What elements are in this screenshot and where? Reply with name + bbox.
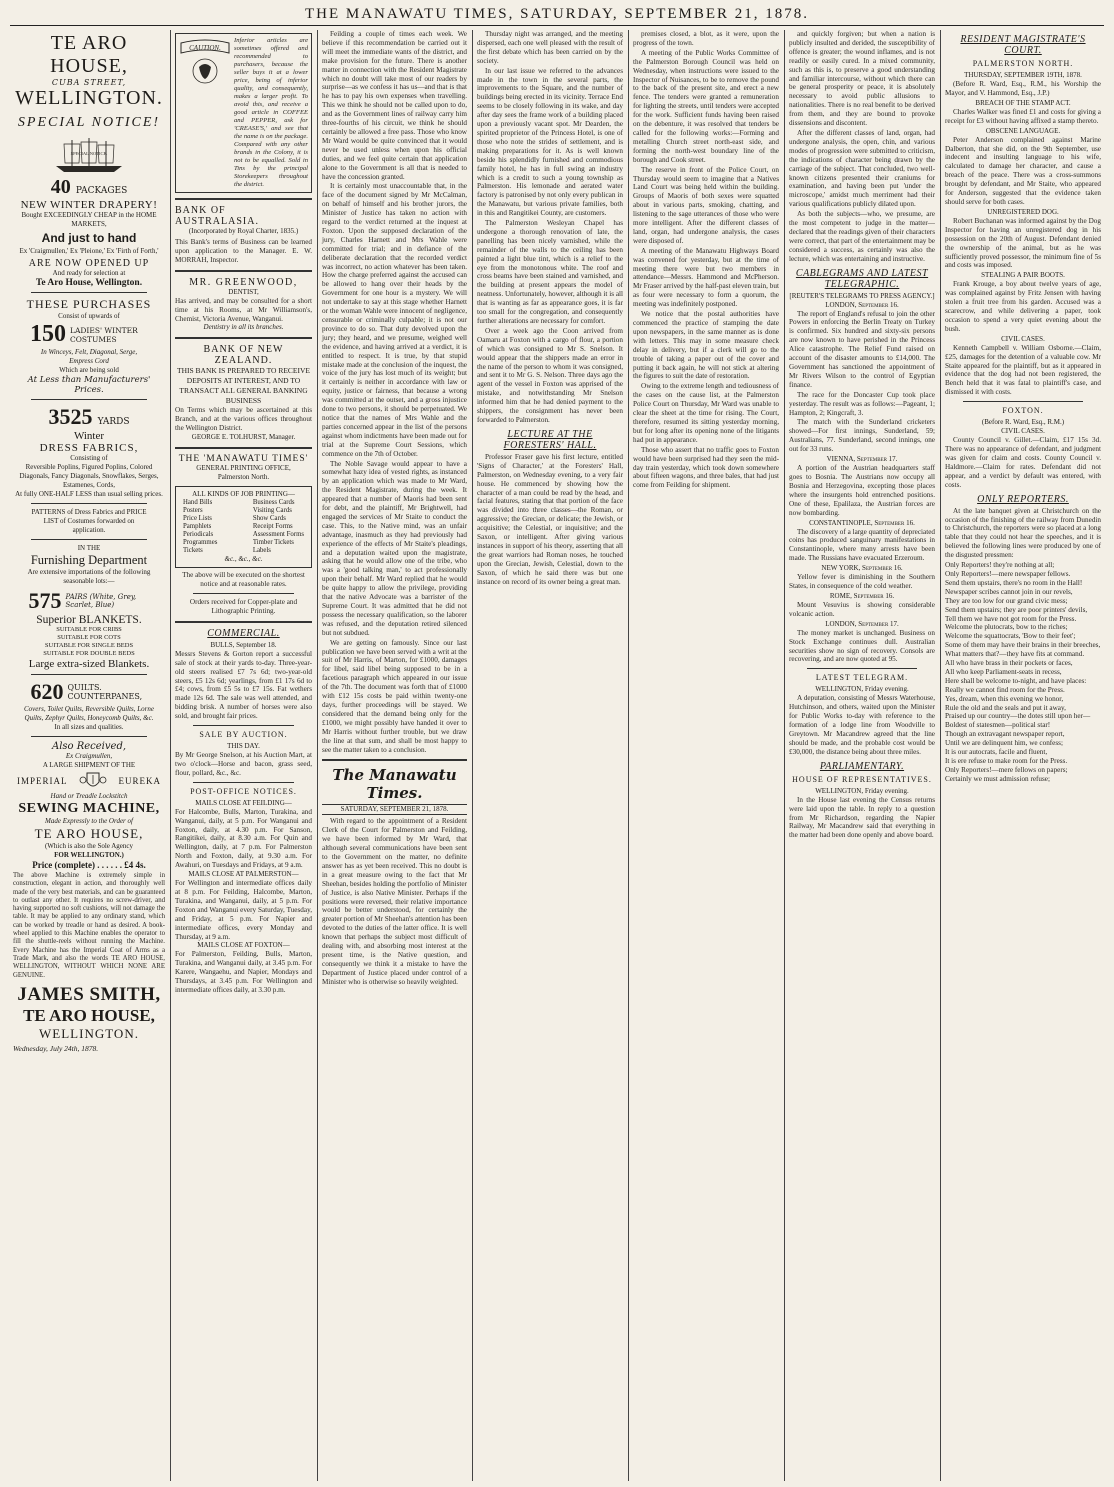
column-te-aro-advert (10, 30, 168, 1481)
job-item: Receipt Forms (252, 523, 293, 531)
editorial-para-1: Feilding a couple of times each week. We believe if this recommendation be carried out it will meet the immediate wants of the district, and make provision for the future. There is another matter in connection with the Resident Magistrate which no doubt will take most of our readers by surprise—as we confess it has us—and that is that he has to pay his own expenses when travelling. This we think he should not be called upon to do, and as the Government lines of railway carry him three-fourths of his circuit, we think he should certainly be allowed a free pass. Those who know Mr Ward would be quite convinced that it would never be used unless when upon his official duties, and we feel quite certain that application alone to the Government is all that is needed to have the concession granted. (322, 30, 467, 181)
local2-para-2: A meeting of the Public Works Committee of the Palmerston Borough Council was held on Wednesday, when instructions were issued to the Inspector of Nuisances, to be to remove the pound to the back of the present site, and erect a new fence. The tenders were granted a remuneration for lighting the streets, until tenders were accepted for the work. Sufficient funds having been raised on the debenture, it was resolved that tenders be called for the following works:—Forming and metalling Church street north-east side, and forming the north-west boundary line of the borough and Cook street. (633, 48, 779, 164)
sale-auction-heading: SALE BY AUCTION. (199, 730, 288, 740)
editorial-para-4: We are getting on famously. Since our last publication we have been served with a writ at the suit of Mr Harris, of Marton, for £1000, damages for libel, said libel being supposed to be in a facetious paragraph which appeared in our issue of the 7th. The document was forth that of £1000 with £12 15s costs be paid within twenty-one days, further proceedings will be stayed. We considered that the demand being only for the £1000, we might possibly have handed it over to Mr Harris without further trouble, but we draw the line at that sum, and shall be most happy to see the matter taken to a conclusion. (322, 638, 467, 754)
wellington-footer: WELLINGTON. (39, 1025, 139, 1041)
costumes-count: 150 (30, 321, 66, 347)
poem-line: Rule the old and the seals and put it away, (945, 703, 1066, 712)
yards-count: 3525 (48, 404, 93, 429)
page-columns (10, 30, 1104, 1481)
patterns-notice: PATTERNS of Dress Fabrics and PRICE LIST of Costumes forwarded on application. (31, 508, 147, 534)
unregistered-dog-heading: UNREGISTERED DOG. (987, 207, 1059, 216)
eureka-label: EUREKA (118, 776, 161, 786)
poem-line: It is our autocrats, facile and fluent, (945, 748, 1048, 757)
imperial-label: IMPERIAL (17, 776, 68, 786)
job-item: Periodicals (183, 531, 214, 539)
machine-description: The above Machine is extremely simple in construction, elegant in action, and thoroughly well made of the very best materials, and can be guaranteed to outlast any other. It requires no screw-driver, and having supported no soft cushions, will not damage the table. It may be applied to any ordinary stand, which can be worked by treadle or hand as desired. A book-wheel applied to this Machine enables the operator to fill the shuttle-reels without running the Machine. Every Machine has the Imperial Coat of Arms as a Trade Mark, and also the words TE ARO HOUSE, WELLINGTON, WITHOUT WHICH NONE ARE GENUINE. (13, 872, 165, 979)
poem-line: Only Reporters!—mere newspaper fellows. (945, 569, 1071, 578)
newyork-dateline: NEW YORK, September 16. (821, 564, 903, 573)
masthead-title: THE MANAWATU TIMES, SATURDAY, SEPTEMBER 21, 1878. (304, 6, 810, 22)
suitable-single: SUITABLE FOR SINGLE BEDS (44, 642, 134, 649)
poem-line: Welcome the plutocrats, bow to the riches; (945, 623, 1068, 632)
job-item: Timber Tickets (252, 539, 294, 547)
rome-dateline: ROME, September 16. (829, 591, 895, 600)
packages-count: 40 (50, 176, 71, 198)
sale-text: By Mr George Snelson, at his Auction Mart, at two o'clock—Horse and bacon, grass seed, flour, pollard, &c., &c. (175, 751, 312, 777)
paper-title: The Manawatu Times. (332, 766, 457, 803)
palmerston-north: Palmerston North. (217, 473, 270, 482)
poem-line: Welcome the squattocrats, 'Bow to their feet'; (945, 632, 1076, 641)
cable-6: Yellow fever is diminishing in the Southern States, in consequence of the cold weather. (789, 573, 935, 591)
poem-line: Newspaper scribes cannot join in our revels, (945, 587, 1073, 596)
are-now-opened: ARE NOW OPENED UP (28, 258, 150, 269)
job-item: Show Cards (252, 515, 286, 523)
post-feilding-text: For Halcombe, Bulls, Marton, Turakina, and Wanganui, daily, at 5 p.m. For Wanganui and Foxton, daily, at 4.30 p.m. For Sanson, Rangitikei, daily, at 8.30 a.m. For Quin and Wellington, daily, at 7 p.m. For Palmerston North and Foxton, daily, at 9.30 a.m. For Awahuri, on Tuesdays and Fridays, at 9 a.m. (175, 807, 312, 870)
commercial-text: Messrs Stevens & Gorton report a successful sale of stock at their yards to-day. Three-year-old steers realised £7 7s 6d; two-year-old steers, £5 12s 6d; yearlings, from £1 17s 6d to £4; cows, from £5 5s to £7 15s. Fat wethers made 12s 6d. The sale was well attended, and bidding brisk. A number of horses were also sold, and brought fair prices. (175, 649, 312, 721)
te-aro-house-footer: TE ARO HOUSE, (23, 1005, 155, 1025)
pairs-count: 575 (28, 588, 62, 613)
one-half-less: At fully ONE-HALF LESS than usual selling prices. (15, 490, 163, 498)
mails-feilding: MAILS CLOSE AT FEILDING— (195, 798, 292, 807)
house-heading: HOUSE OF REPRESENTATIVES. (792, 774, 932, 784)
only-reporters-intro: At the late banquet given at Christchurch on the occasion of the finishing of the railway from Dunedin to Christchurch, the reporters were so placed at a long table that they could not hear the speeches, and it is believed the following lines were produced by one of the disgusted pressmen: (945, 506, 1101, 560)
london-dateline-1: LONDON, September 16. (825, 300, 899, 309)
mails-palmerston: MAILS CLOSE AT PALMERSTON— (188, 870, 299, 879)
commercial-heading: COMMERCIAL. (207, 627, 280, 639)
poem-line: Send them upstairs; they are poor printers' devils, (945, 605, 1088, 614)
poem-line: Though an extravagant newspaper report, (945, 730, 1065, 739)
local-para-4: Over a week ago the Coon arrived from Oamaru at Foxton with a cargo of flour, a portion of which was consigned to Mr S. Snelson. It would appear that the shippers made an error in the name of the person to whom it was consigned, and sent it to Mr G. S. Nelson. Three days ago the agent of the vessel in Foxton was apprised of the mistake, and notwithstanding Mr Snelson informed him that he had denied payment to the shippers, the consignment has never been forwarded to Palmerston. (477, 326, 623, 424)
obscene-text: Peter Anderson complained against Marine Dalberton, that she did, on the 9th September, use indecent and insulting language to his wife, calculated to damage her character, and cause a breach of the peace. There was a cross-summons brought by defendant, and Mr Staite, who appeared for Anderson, suggested that the evidence taken should serve for both cases. (945, 135, 1101, 206)
bank-terms: On Terms which may be ascertained at this Branch, and at the various offices throughout the Wellington District. (175, 406, 312, 433)
cable-4: A portion of the Austrian headquarters staff goes to Bosnia. The Austrians now occupy all Bosnia and Herzegovina, excepting those places where the insurgents hold entrenched positions. One of these, Epalilaza, the Austrian forces are now bombarding. (789, 464, 935, 517)
caution-title: CAUTION. (189, 44, 221, 52)
column-notices (172, 30, 315, 1481)
te-aro-heading: TE ARO HOUSE, (50, 32, 128, 77)
also-received: Also Received, (51, 741, 127, 752)
foxton-before: (Before R. Ward, Esq., R.M.) (981, 418, 1065, 427)
extensive-importations: Are extensive importations of the following seasonable lots:— (27, 568, 151, 585)
just-to-hand: And just to hand (41, 231, 137, 245)
job-item: Price Lists (183, 515, 212, 523)
local-para-3: The Palmerston Wesleyan Chapel has undergone a thorough renovation of late, the panelling has been nicely varnished, while the remainder of the walls to the ceiling has been painted a light blue tint, which is a relief to the eye from the monotonous white. The roof and cross beams have been stained and varnished, and the building at present appears the model of neatness. Unfortunately, however, although it is all that is wanting as far as appearance goes, it is far too small for the congregation, and consequently further alterations are necessary for comfort. (477, 219, 623, 325)
james-smith: JAMES SMITH, (17, 983, 161, 1005)
job-item: Labels (252, 547, 271, 555)
unregistered-dog-text: Robert Buchanan was informed against by the Dog Inspector for having an unregistered dog in his possession on the 20th of August. Defendant denied the ownership of the animal, but as he was sufficiently proved possessor, the minimum fine of 5s and costs was imposed. (945, 216, 1101, 270)
quilts-count: 620 (30, 679, 64, 704)
consisting-of: Consisting of (70, 454, 108, 462)
poem-line: All who have brass in their pockets or faces, (945, 659, 1073, 668)
for-wellington: FOR WELLINGTON.) (54, 851, 124, 859)
paper-dateline: SATURDAY, SEPTEMBER 21, 1878. (322, 804, 467, 815)
quilt-types: Covers, Toilet Quilts, Reversible Quilts, Lorne Quilts, Zephyr Quilts, Honeycomb Quilts, &c. (23, 705, 155, 722)
breach-heading: BREACH OF THE STAMP ACT. (975, 98, 1071, 107)
parliamentary-heading: PARLIAMENTARY. (819, 760, 905, 772)
column-court (942, 30, 1104, 1481)
house-dateline: WELLINGTON, Friday evening. (815, 786, 909, 795)
local-para-2: In our last issue we referred to the advances made in the town in the several parts, the improvements to the Square, and the number of buildings being erected in its vicinity. Terrace End seems to be closely following in its wake, and day after day sees the frame work of a building placed upon a previously vacant spot. Mr Dearden, the spirited proprietor of the Princess Hotel, is one of those who note the strides of settlement, and is making preparations for it. As is well known beside his splendidly furnished and commodious family hotel, he has in full swing an industry which is a credit to such a young township as Palmerston. His lemonade and aerated water factory is patronised by not only every publican in the Manawatu, but various private families, both in this and Rangitikei County, are customers. (477, 66, 623, 218)
editorial-para-3: The Noble Savage would appear to have a somewhat hazy idea of vested rights, as instanced by an application which was made to Mr Ward, the Resident Magistrate, during the week. It appeared that a number of Maoris had been sent for debt, and the plaintiff, Mr Brightwell, had engaged the services of Mr Staite to conduct the case. This, to the Native mind, was an unfair advantage, inasmuch as they had previously had experience of the effects of Mr Staite's pleadings, and a deputation waited upon the magistrate, asking that he would allow one of the tribe, who was a 'good talking man,' to act professionally upon their behalf. Mr Ward replied that he would be quite happy to allow the privilege, providing that the native Advocate was a barrister of the Supreme Court. It was admitted that he did not possess the necessary qualification, so the laborer was refused, and the deputation retired silenced but not subdued. (322, 459, 467, 637)
poem-line: Send them upstairs, there's no room in the Hall! (945, 578, 1083, 587)
poem-line: Praised up our country—the dotes still upon her— (945, 712, 1091, 721)
costumes-label: LADIES' WINTER COSTUMES (70, 325, 138, 344)
dentist-label: DENTIST, (228, 287, 259, 296)
obscene-heading: OBSCENE LANGUAGE. (985, 126, 1061, 135)
job-item: Pamphlets (183, 523, 212, 531)
general-printing-office: GENERAL PRINTING OFFICE, (196, 464, 291, 473)
sole-agency: (Which is also the Sole Agency (44, 842, 134, 850)
vienna-dateline: VIENNA, September 17. (826, 455, 898, 464)
large-shipment: A LARGE SHIPMENT OF THE (42, 761, 136, 769)
consist-of: Consist of upwards of (58, 312, 120, 320)
job-item: Tickets (183, 547, 203, 555)
rm-court-heading: RESIDENT MAGISTRATE'S COURT. (960, 34, 1086, 56)
job-printing-title: ALL KINDS OF JOB PRINTING— (192, 490, 295, 499)
mails-foxton: MAILS CLOSE AT FOXTON— (197, 941, 290, 950)
leader-text: With regard to the appointment of a Resident Clerk of the Court for Palmerston and Feilding, we have been informed by Mr Ward, that although several communications have been sent to the Government on the matter, no definite answer has as yet been received. This no doubt is in a great measure owing to the fact that Mr Sheehan, besides holding the portfolio of Minister of Justice, is also Native Minister. Perhaps if the positions were reversed, their relative importance would be better understood, for certainly the greater portion of Mr Sheehan's attention has been devoted to the duties of the latter office. It is well known that perhaps the subject most difficult of dealing with, and absorbing most interest at the present time, is the Native question, and consequently we think it a mistake to have the Department of Justice placed under control of a Minister who is otherwise so heavily weighted. (322, 817, 467, 986)
sewing-machine: SEWING MACHINE, (18, 801, 160, 816)
masthead (10, 4, 1104, 26)
packages-label: PACKAGES (75, 186, 128, 196)
winter-label: Winter (73, 430, 105, 442)
advert-date: Wednesday, July 24th, 1878. (13, 1043, 99, 1053)
these-purchases: THESE PURCHASES (26, 297, 152, 311)
court-before: (Before R. Ward, Esq., R.M., his Worship the Mayor, and V. Hammond, Esq., J.P.) (945, 80, 1101, 97)
poem-line: Only Reporters!—mere fellows on papers; (945, 765, 1068, 774)
post-office-heading: POST-OFFICE NOTICES. (190, 786, 297, 796)
cable-3: The match with the Sunderland cricketers showed—For first innings, Sunderland, 59; Australians, 77. Sunderland, second innings, one out for 33 runs. (789, 418, 935, 454)
local2-para-5: We notice that the postal authorities have commenced the practice of stamping the date upon newspapers, in the same manner as is done with letters. This may in some measure check delay in delivery, but if a clerk will go to the trouble of taking a paper out of the cover and putting it back again, he will not stick at altering the figures to suit the date of restoration. (633, 310, 779, 381)
civil-text: Kenneth Campbell v. William Osborne.—Claim, £25, damages for the detention of a valuable cow. Mr Staite appeared for the plaintiff, but as it appeared in evidence that the dog had not been registered, the Bench held that it was fatal to plaintiff's case, and dismissed it with costs. (945, 343, 1101, 397)
manawatu-times-title: THE 'MANAWATU TIMES' (178, 454, 309, 465)
post-foxton-text: For Palmerston, Feilding, Bulls, Marton, Turakina, and Wanganui daily, at 3.45 p.m. For Karere, Wangaehu, and Napier, Mondays and Thursdays, at 3.45 p.m. For Wellington and intermediate offices daily, at 3.30 p.m. (175, 950, 312, 995)
civil-heading: CIVIL CASES. (1001, 334, 1045, 343)
cable-1: The report of England's refusal to join the other Powers in enforcing the Berlin Treaty on Turkey is confirmed. Six hundred and sixty-six persons are now known to have perished in the Princess Alice catastrophe. The Relief Fund raised on account of the disaster amounts to £14,000. The Government has sanctioned the appointment of Mr Rivers Wilson to the control of Egyptian finance. (789, 309, 935, 389)
poem-line: Only Reporters! they're nothing at all; (945, 561, 1055, 570)
ready-for-selection: And ready for selection at (52, 269, 126, 277)
bulls-dateline: BULLS, September 18. (210, 640, 277, 649)
sailing-ship-icon (52, 136, 126, 174)
telegram-dateline: WELLINGTON, Friday evening. (815, 685, 909, 694)
post-palmerston-text: For Wellington and intermediate offices daily at 8 p.m. For Feilding, Halcombe, Marton, Turakina, and Wanganui, daily, at 5 p.m. For Foxton and Wanganui every Saturday, Tuesday, and Friday, at 5 p.m. For Napier and intermediate offices, every Monday and Thursday, at 9 a.m. (175, 879, 312, 941)
suitable-cots: SUITABLE FOR COTS (57, 634, 121, 641)
ex-craigmullen: Ex Craigmullen, (65, 752, 113, 760)
tele-para-2: After the different classes of land, organ, had undergone analysis, the open, chin, and various modes of progression were submitted to criticism, the indications of character being drawn by the carriage of the subject. That concluded, two well-known citizens presented their craniums for examination, and having been put 'under the microscope,' amidst much merriment had their various qualifications publicly dilated upon. (789, 128, 935, 209)
poem-line: They are too low for our grand civic mess; (945, 596, 1068, 605)
tele-para-3: As both the subjects—who, we presume, are the most competent to judge in the matter—declared that the readings given of their characters were correct, that part of the entertainment may be considered a success, as certainly was also the lecture, which was entertaining and instructive. (789, 210, 935, 263)
all-sizes: In all sizes and qualities. (54, 723, 124, 731)
column-rule (317, 30, 318, 1481)
constantinople-dateline: CONSTANTINOPLE, September 16. (809, 518, 915, 527)
special-notice-heading: SPECIAL NOTICE! (17, 115, 161, 130)
wellington-heading: WELLINGTON. (15, 87, 163, 109)
poem-line: Until we are delinquent him, we confess; (945, 739, 1063, 748)
bank-australasia-title: BANK OF AUSTRALASIA. (175, 205, 259, 227)
in-the: IN THE (77, 544, 101, 552)
cable-8: The money market is unchanged. Business on Stock Exchange continues dull. Australian securities show no sign of recovery. Consols are recovering, and are now quoted at 95. (789, 628, 935, 664)
hand-or-treadle: Hand or Treadle Lockstitch (50, 792, 128, 800)
column-local-news-2 (630, 30, 782, 1481)
greenwood-text: Has arrived, and may be consulted for a short time at his Rooms, at Mr Williamson's, Chemist, Victoria Avenue, Wanganui. (175, 296, 312, 323)
superior-blankets: Superior BLANKETS. (36, 614, 142, 626)
column-rule (784, 30, 785, 1481)
poem-line: Some of them may have their brains in their breeches, (945, 641, 1101, 650)
court-date: THURSDAY, SEPTEMBER 19TH, 1878. (964, 71, 1082, 79)
foxton-text: County Council v. Gillet.—Claim, £17 15s 3d. There was no appearance of defendant, and judgment was given for claim and costs. County Council v. Haldmore.—Claim for rates. Defendant did not appear, and a verdict by default was entered, with costs. (945, 436, 1101, 489)
suitable-cribs: SUITABLE FOR CRIBS (56, 626, 122, 633)
yards-label: YARDS (97, 417, 130, 427)
lecture-text: Professor Fraser gave his first lecture, entitled 'Signs of Character,' at the Foresters' Hall, Palmerston, on Wednesday evening, to a very fair house. He commenced by showing how the character of a man could be read by the head, and facial features, stating that that portion of the face was divided into three classes—the Roman, or aggressive; the Grecian, or delicate; the Jewish, or acquisitive; the Celestial, or inquisitive; and the Saxon, or intelligent. After giving various instances in support of his theory, asserting that all the great warriors had Roman noses, he touched upon the Grecian, Jewish, Celestial, down to the Saxon, of which he said there was but one instance on record of its owner being a great man. (477, 452, 623, 586)
coat-of-arms-icon (79, 770, 107, 792)
column-local-news (474, 30, 626, 1481)
tolhurst-manager: GEORGE E. TOLHURST, Manager. (191, 433, 296, 442)
local2-para-4: A meeting of the Manawatu Highways Board was convened for yesterday, but at the time of meeting there were but two members in attendance—Messrs. Hammond and McPherson. Mr Fraser arrived by the half-past eleven train, but as four were necessary to form a quorum, the meeting was indefinitely postponed. (633, 246, 779, 309)
foxton-heading: FOXTON. (1002, 406, 1044, 416)
column-rule (940, 30, 941, 1481)
cable-7: Mount Vesuvius is showing considerable volcanic action. (789, 600, 935, 618)
local2-para-3: The reserve in front of the Police Court, on Thursday would seem to imagine that a Natives Land Court was being held within the building. Groups of Maoris of both sexes were squatted about in various parts, smoking, chatting, and listening to the sage utterances of those who were more intelligent. After the different classes of land, organ, had undergone analysis, the cases were disposed of. (633, 165, 779, 245)
job-item: Business Cards (252, 499, 295, 507)
local2-para-7: Those who assert that no traffic goes to Foxton would have been surprised had they seen the mid-day train yesterday, which took down somewhere about fifteen wagons, and three bales, that had just come from Feilding for shipment. (633, 445, 779, 490)
poem-line: Certainly we must admission refuse; (945, 774, 1050, 783)
this-day: THIS DAY. (227, 742, 260, 751)
local2-para-6: Owing to the extreme length and tediousness of the cases on the cause list, at the Palmerston Police Court on Thursday, Mr Ward was unable to clear the sheet at the time for rising. The Court, therefore, resumed its sitting yesterday morning, but for long after its opening none of the litigants had put in appearance. (633, 382, 779, 444)
job-item: Assessment Forms (252, 531, 304, 539)
local2-para-1: premises closed, a blot, as it were, upon the progress of the town. (633, 30, 779, 47)
stealing-heading: STEALING A PAIR BOOTS. (981, 271, 1065, 280)
te-aro-house-wellington: Te Aro House, Wellington. (35, 278, 143, 288)
job-list-left (183, 499, 217, 555)
palmerston-north-heading: PALMERSTON NORTH. (972, 59, 1074, 68)
column-telegrams (786, 30, 938, 1481)
lecture-heading: LECTURE AT THE FORESTERS' HALL. (503, 428, 597, 451)
column-rule (628, 30, 629, 1481)
job-item: Programmes (183, 539, 218, 547)
column-editorial (319, 30, 470, 1481)
bank-prepared: THIS BANK IS PREPARED TO RECEIVE DEPOSITS AT INTEREST, AND TO TRANSACT ALL GENERAL BANKING BUSINESS (176, 366, 310, 406)
dress-fabrics: DRESS FABRICS, (39, 442, 139, 454)
poem-line: It is ere refuse to make room for the Press. (945, 757, 1068, 765)
incorporated-charter: (Incorporated by Royal Charter, 1835.) (188, 227, 299, 235)
quilts-label: QUILTS. COUNTERPANES, (67, 683, 143, 701)
caution-text: Inferior articles are sometimes offered and recommended to purchasers, because the seller buys it at a lower price, being of inferior quality, and consequently, makes a larger profit. To avoid this, and receive a good article in COFFEE and PEPPER, ask for 'CREASE'S,' and see that the name is on the package. Compared with any other brands in the Colony, it is not to be equalled. Sold in Tins by the principal Storekeepers throughout the district. (234, 37, 308, 188)
greenwood-title: MR. GREENWOOD, (189, 276, 298, 288)
cuba-street: CUBA STREET, (51, 78, 127, 87)
job-item: Visiting Cards (252, 507, 292, 515)
job-list-right (253, 499, 304, 555)
made-expressly: Made Expressly to the Order of (45, 817, 133, 825)
etc-label: &c., &c., &c. (224, 555, 263, 564)
column-rule (170, 30, 171, 1481)
cable-2: The race for the Doncaster Cup took place yesterday. The result was as follows:—Pageant, 1; Hampton, 2; Kingcraft, 3. (789, 390, 935, 417)
job-item: Posters (183, 507, 203, 515)
copperplate-orders: Orders received for Copper-plate and Lithographic Printing. (189, 597, 298, 615)
tele-para-1: and quickly forgiven; but when a nation is publicly insulted and derided, the susceptibility of offence is greater; the wound inflames, and is not readily or easily cured. In a mixed community, such as this is, to preserve a good understanding and familiar intercourse, without which there can be general prosperity or peace, it is absolutely necessary to avoid public allusions to nationalities. There is no real benefit to be derived from them, and they are bound to provoke dissensions and discontent. (789, 30, 935, 128)
executed-notice: The above will be executed on the shortest notice and at reasonable rates. (182, 571, 305, 589)
latest-telegram-heading: LATEST TELEGRAM. (815, 673, 909, 683)
costume-materials: In Winceys, Felt, Diagonal, Serge, Empress Cord (40, 348, 138, 365)
poem-line: Really we cannot find room for the Press. (945, 685, 1065, 694)
caution-banner-icon (179, 37, 231, 87)
local-para-1: Thursday night was arranged, and the meeting dispersed, each one well pleased with the result of the first debate which has been carried on by the society. (477, 30, 623, 65)
bought-cheap: Bought EXCEEDINGLY CHEAP in the HOME MARKETS, (21, 211, 157, 228)
poem-line: Boldest of statesmen—political star! (945, 721, 1051, 730)
furnishing-department: Furnishing Department (30, 553, 148, 567)
telegram-text: A deputation, consisting of Messrs Waterhouse, Hutchinson, and others, waited upon the Minister for Public Works to-day with reference to the formation of a lodge line from Woodville to Greytown. Mr Macandrew agreed that the line should be made, and the probable cost would be £30,000, the distance being about three miles. (789, 694, 935, 756)
bank-australasia-text: This Bank's terms of Business can be learned upon application to the Manager. E. W. MORRAH, Inspector. (175, 238, 312, 264)
fabrics-list: Reversible Poplins, Figured Poplins, Colored Diagonals, Fancy Diagonals, Snowflakes, Serges, Estamenes, Cords, (19, 463, 159, 489)
cable-5: The discovery of a large quantity of depreciated coins has produced sanguinary manifestations in Constantinople, where many arrests have been made. The Russians have evacuated Erzeroum. (789, 527, 935, 563)
column-rule (472, 30, 473, 1481)
reporters-poem (945, 561, 1101, 784)
poem-line: Tell them we have not got room for the Press. (945, 614, 1077, 623)
job-item: Hand Bills (183, 499, 213, 507)
large-blankets: Large extra-sized Blankets. (28, 658, 150, 670)
poem-line: All who keep Parliament-seats in recess, (945, 667, 1062, 676)
house-text: In the House last evening the Census returns were laid upon the table. In reply to a question from Mr Richardson, regarding the Napier Railway, Mr Macandrew said that everything in the matter had been done openly and above board. (789, 795, 935, 840)
ship-sail-text: SPECIAL NOTICE. (70, 151, 108, 156)
stealing-text: Frank Krouge, a boy about twelve years of age, was complained against by Fritz Jensen with having stolen a fruit tree from his garden. Accused was a scarecrow, and while delivering a paper, took occasion to spend a very quiet evening about the bush. (945, 280, 1101, 333)
suitable-double: SUITABLE FOR DOUBLE BEDS (43, 650, 135, 657)
reuter-note: [REUTER'S TELEGRAMS TO PRESS AGENCY.] (789, 291, 935, 300)
being-sold: Which are being sold (59, 366, 119, 374)
foxton-civil-heading: CIVIL CASES. (1001, 427, 1045, 436)
dentistry-branches: Dentistry in all its branches. (203, 323, 284, 332)
machine-price: Price (complete) . . . . . . £4 4s. (32, 860, 146, 870)
ships-list: Ex 'Craigmullen,' Ex 'Pleione,' Ex 'Firth of Forth,' (19, 247, 159, 255)
at-less-than-prices: At Less than Manufacturers' Prices. (27, 375, 151, 395)
poem-line: Here shall be welcome to-night, and have places: (945, 676, 1087, 685)
poem-line: Yes, dream, when this evening we honor, (945, 694, 1064, 703)
te-aro-house-caps: TE ARO HOUSE, (34, 826, 144, 841)
only-reporters-heading: ONLY REPORTERS. (977, 493, 1069, 505)
london-dateline-2: LONDON, September 17. (825, 619, 899, 628)
cablegrams-heading: CABLEGRAMS AND LATEST TELEGRAPHIC. (795, 267, 929, 290)
editorial-para-2: It is certainly most unaccountable that, in the face of the document signed by Mr McCalman, on behalf of himself and his brother jurors, the Minister of Justice has taken no action with regard to the verdict returned at the inquest at Foxton. Upon the supposed declaration of the jury, Charles Harnett and Mrs Wahle were committed for trial; and in defiance of the deliberate declaration that the recorded verdict was incorrect, no action whatever has been taken. How the charge preferred against the accused can be allowed to hang over their heads by the Government for one hour is a mystery. We will not undertake to say at this stage whether Harnett or the woman Wahle were innocent of negligence, censurable or criminally culpable; it is not our province to do so. That duty devolved upon the jury; they heard, and we presume, weighed well the evidence, and having arrived at a verdict, it is entitled to respect. It is true, by that stupid mistake made at the conclusion of the inquest, the voice of the jury has lost much of its weight; but it certainly is neither in accordance with law or equity, justice or fairness, that because a wrong was committed at the outset, and a gross injustice done to two persons, it should be perpetuated. We notice that the names of Mrs Wahle and the parties concerned appear in the list of the persons against whom indictments have been made out for trial at the Supreme Court Sessions, which commence on the 7th of October. (322, 182, 467, 458)
new-winter-drapery: NEW WINTER DRAPERY! (20, 199, 158, 211)
bank-nz-title: BANK OF NEW ZEALAND. (203, 344, 284, 367)
breach-text: Charles Walker was fined £1 and costs for giving a receipt for £3 without having affixed a stamp thereto. (945, 107, 1101, 125)
pairs-label: PAIRS (White, Grey, Scarlet, Blue) (65, 592, 137, 609)
poem-line: What matters that?—they have fits at command. (945, 650, 1085, 659)
